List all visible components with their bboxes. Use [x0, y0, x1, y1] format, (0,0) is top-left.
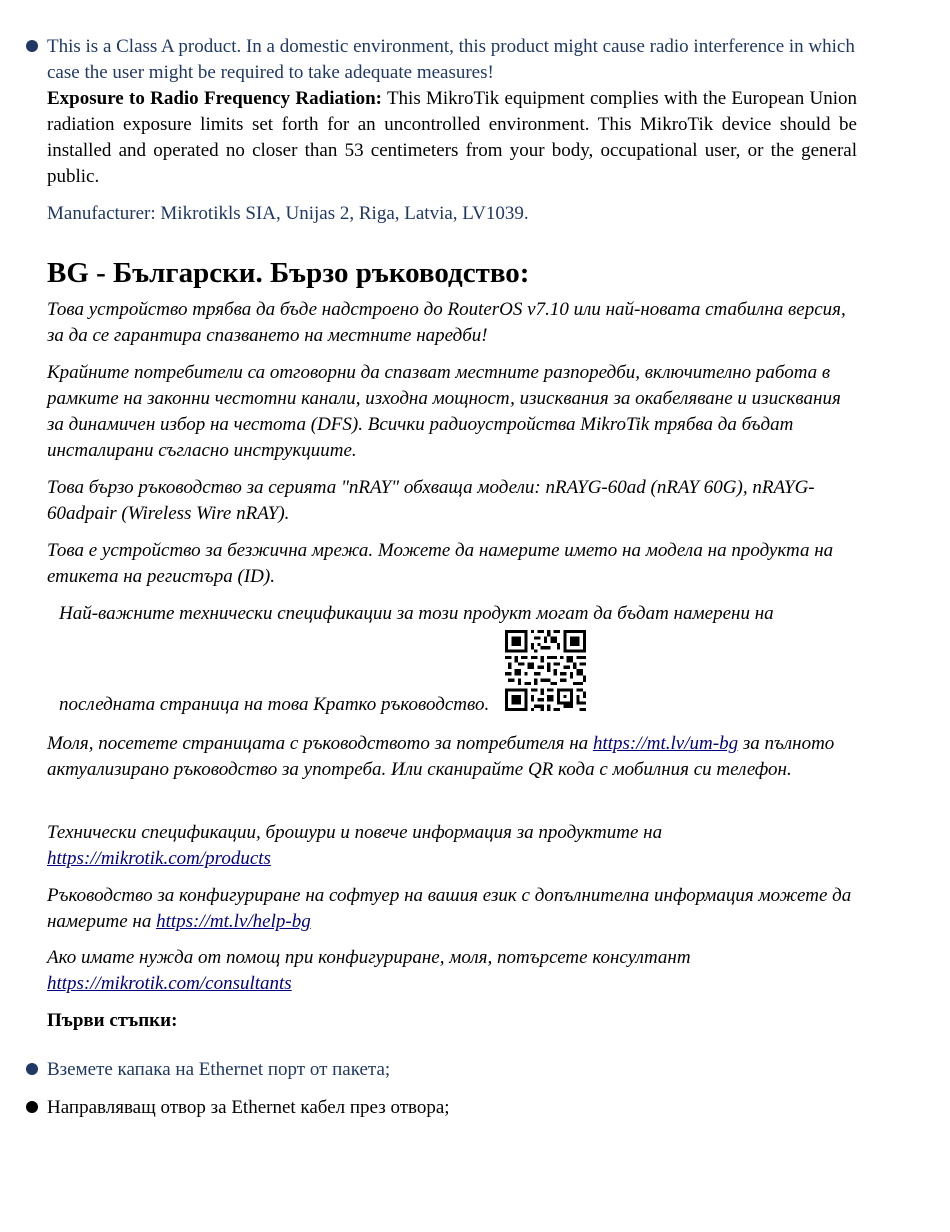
bg-paragraph-routeros: Това устройство трябва да бъде надстроено до RouterOS v7.10 или най-новата стабилна версия, за да се гарантира спазването на местните наредби!: [47, 299, 846, 346]
class-a-notice: This is a Class A product. In a domestic environment, this product might cause radio interference in which case the user might be required to take adequate measures!: [47, 36, 855, 83]
bg-manual-text: Моля, посетете страницата с ръководството за потребителя на: [47, 733, 593, 754]
step-2: Направляващ отвор за Ethernet кабел през отвора;: [47, 1097, 450, 1118]
manufacturer-line: Manufacturer: Mikrotikls SIA, Unijas 2, Riga, Latvia, LV1039.: [47, 203, 529, 224]
bg-paragraph-device: Това е устройство за безжична мрежа. Можете да намерите името на модела на продукта на етикета на регистъра (ID).: [47, 540, 834, 587]
bullet-step-2: [26, 1101, 38, 1113]
consultants-link[interactable]: https://mikrotik.com/consultants: [47, 973, 292, 994]
rf-exposure-paragraph: [47, 86, 857, 190]
rf-exposure-heading: Exposure to Radio Frequency Radiation:: [47, 88, 383, 109]
bg-paragraph-models: Това бързо ръководство за серията "nRAY" обхваща модели: nRAYG-60ad (nRAY 60G), nRAYG-60adpair (Wireless Wire nRAY).: [47, 477, 815, 524]
qr-code-image: [505, 630, 586, 711]
bg-paragraph-consultants: [47, 945, 857, 997]
bullet-class-a: [26, 40, 38, 52]
bg-section-heading: BG - Български. Бързо ръководство:: [47, 257, 530, 289]
bg-specs-line1: Най-важните технически спецификации за този продукт могат да бъдат намерени на: [59, 603, 774, 624]
bg-products-text: Технически спецификации, брошури и повече информация за продуктите на: [47, 822, 663, 843]
bg-consultants-text: Ако имате нужда от помощ при конфигуриране, моля, потърсете консултант: [47, 947, 691, 968]
bg-help-text: Ръководство за конфигуриране на софтуер на вашия език с допълнителна информация можете да намерите на: [47, 885, 852, 932]
bg-paragraph-regulations: Крайните потребители са отговорни да спазват местните разпоредби, включително работа в рамките на законни честотни канали, изходна мощност, изисквания за окабеляване и изисквания за динамичен избор на честота (DFS). Всички радиоустройства MikroTik трябва да бъдат инсталирани съгласно инструкциите.: [47, 362, 841, 461]
step-1: Вземете капака на Ethernet порт от пакета;: [47, 1059, 391, 1080]
rf-exposure-text: This MikroTik equipment complies with the European Union radiation exposure limits set forth for an uncontrolled environment. This MikroTik device should be installed and operated no closer than 53 centimeters from your body, occupational user, or the general public.: [47, 88, 857, 187]
help-link[interactable]: https://mt.lv/help-bg: [156, 911, 311, 932]
bullet-step-1: [26, 1063, 38, 1075]
bg-paragraph-help: [47, 883, 857, 935]
bg-manual-text-after: за пълното актуализирано ръководство за употреба. Или сканирайте QR кода с мобилния си телефон.: [47, 733, 835, 780]
first-steps-heading: Първи стъпки:: [47, 1010, 178, 1031]
bg-paragraph-products: [47, 820, 857, 872]
manual-link[interactable]: https://mt.lv/um-bg: [592, 733, 739, 754]
bg-paragraph-manual: [47, 731, 857, 783]
products-link[interactable]: https://mikrotik.com/products: [47, 848, 271, 869]
bg-specs-line2: последната страница на това Кратко ръководство.: [59, 694, 490, 715]
bg-specs-line2-row: [59, 628, 859, 714]
